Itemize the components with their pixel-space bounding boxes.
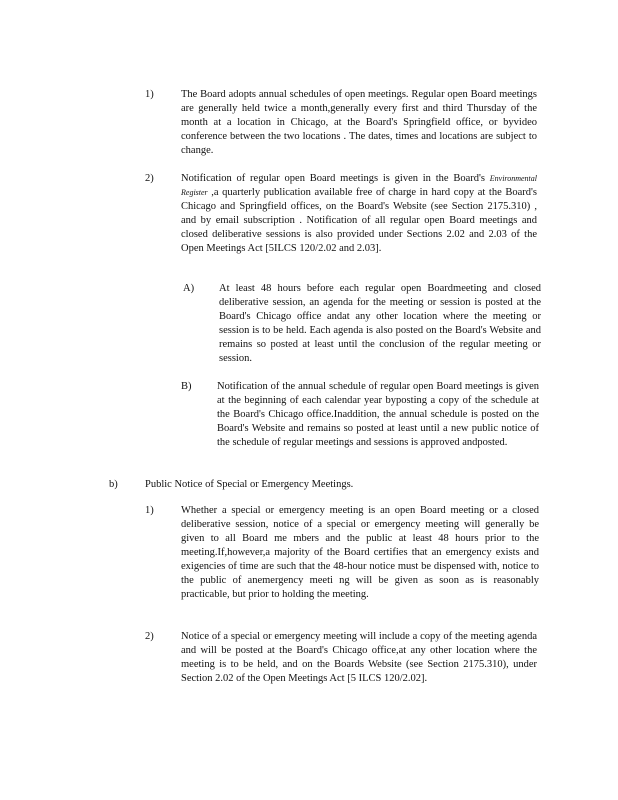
paragraph: At least 48 hours before each regular open Boardmeeting and closed deliberative session, an agenda for the meeting or session is posted at the Board's Chicago office andat any other location where the meeting or session is to be held. Each agenda is also posted on the Board's Website and remains so posted at least until the conclusion of the regular meeting or session. — [219, 283, 541, 364]
item-marker: A) — [183, 283, 195, 294]
paragraph — [181, 172, 537, 256]
item-text — [219, 282, 541, 366]
item-text — [217, 380, 539, 450]
item-text — [181, 504, 539, 602]
item-marker: 2) — [145, 173, 154, 184]
environmental-register-label: Environmental Register — [181, 174, 537, 197]
item-marker: B) — [181, 381, 192, 392]
item-text — [181, 172, 537, 256]
item-text — [181, 88, 537, 158]
item-marker: 2) — [145, 631, 154, 642]
paragraph: Whether a special or emergency meeting is an open Board meeting or a closed deliberative session, notice of a special or emergency meeting will generally be given to all Board me mbers and the public at least 48 hours prior to the meeting.If,however,a majority of the Board certifies that an emergency exists and exigencies of time are such that the 48-hour notice must be dispensed with, notice to the public of anemergency meeti ng will be given as soon as is reasonably practicable, but prior to holding the meeting. — [181, 505, 539, 600]
paragraph: The Board adopts annual schedules of open meetings. Regular open Board meetings are generally held twice a month,generally every first and third Thursday of the month at a location in Chicago, at the Board's Springfield office, or byvideo conference between the two locations . The dates, times and locations are subject to change. — [181, 89, 537, 156]
text-run: ,a quarterly publication available free of charge in hard copy at the Board's Chicago and Springfield offices, on the Board's Website (see Section 2175.310) , and by email subscription . Notification of all regular open Board meetings and closed deliberative sessions is also provided under Sections 2.02 and 2.03 of the Open Meetings Act [5ILCS 120/2.02 and 2.03]. — [181, 187, 537, 254]
text-run: Notification of regular open Board meetings is given in the Board's — [181, 173, 485, 184]
item-text — [145, 478, 537, 492]
paragraph: Notice of a special or emergency meeting will include a copy of the meeting agenda and will be posted at the Board's Chicago office,at any other location where the meeting is to be held, and on the Boards Website (see Section 2175.310), under Section 2.02 of the Open Meetings Act [5 ILCS 120/2.02]. — [181, 631, 537, 684]
item-text — [181, 630, 537, 686]
item-marker: 1) — [145, 505, 154, 516]
item-marker: 1) — [145, 89, 154, 100]
paragraph: Notification of the annual schedule of regular open Board meetings is given at the beginning of each calendar year byposting a copy of the schedule at the Board's Chicago office.Inaddition, the annual schedule is posted on the Board's Website and remains so posted at least until a new public notice of the schedule of regular meetings and sessions is approved andposted. — [217, 381, 539, 448]
item-marker: b) — [109, 479, 118, 490]
paragraph: Public Notice of Special or Emergency Meetings. — [145, 479, 354, 490]
